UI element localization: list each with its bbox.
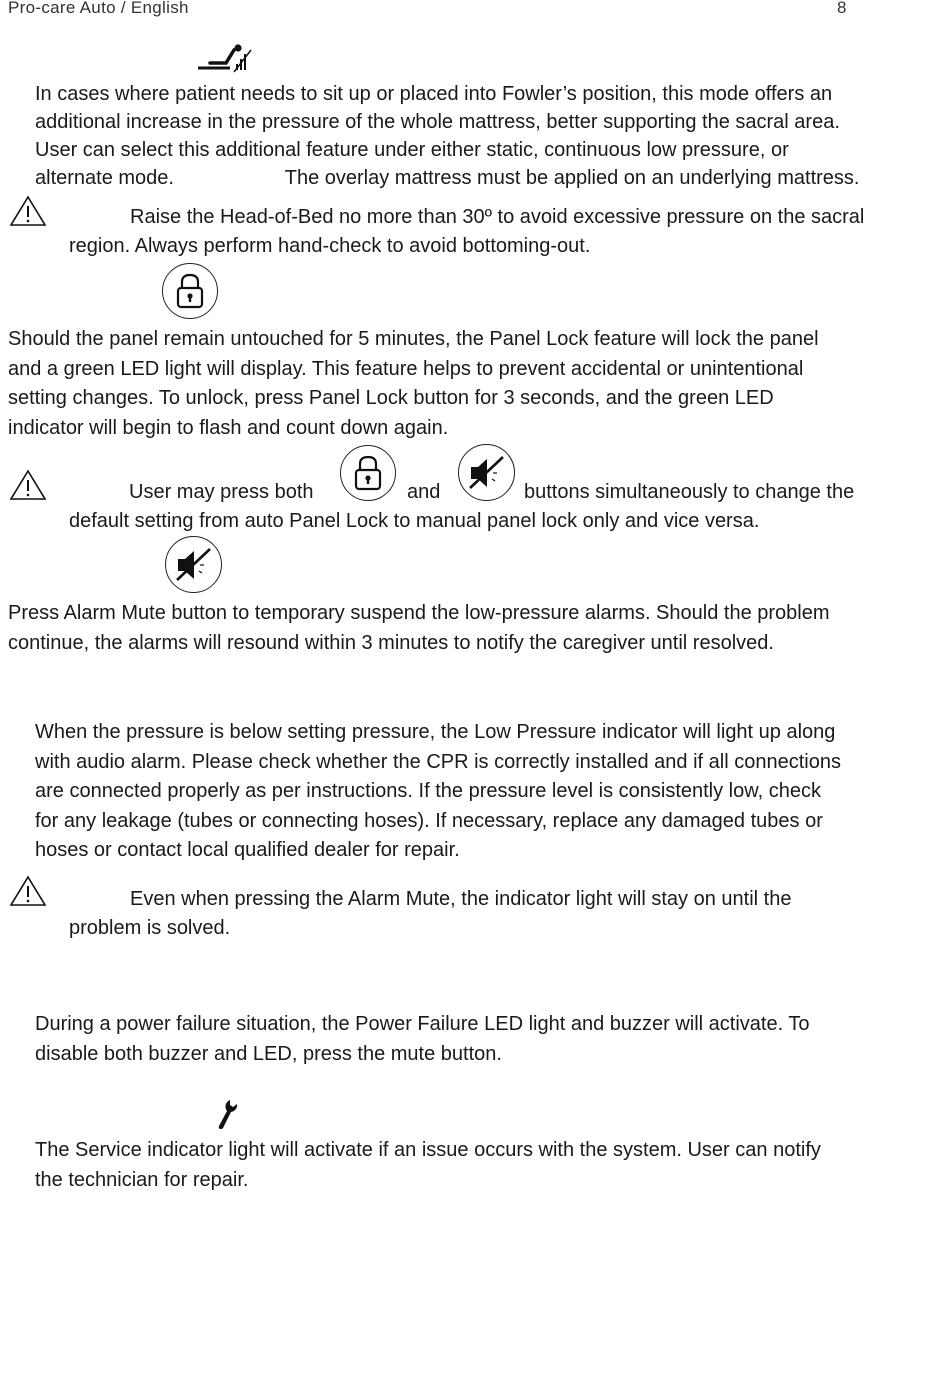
overlay-note: The overlay mattress must be applied on an underlying mattress. [284,167,860,189]
panel-lock-warning-b: buttons simultaneously to change the [524,481,855,503]
low-pressure-paragraph [35,718,947,866]
panel-lock-warning-line-2: default setting from auto Panel Lock to manual panel lock only and vice versa. [69,510,760,532]
panel-lock-paragraph [8,325,948,443]
low-pressure-line-5: hoses or contact local qualified dealer for repair. [35,839,460,861]
page-number: 8 [837,0,847,17]
fowler-line-2: additional increase in the pressure of the whole mattress, better supporting the sacral area. [35,111,840,133]
low-pressure-warning-line-1: Even when pressing the Alarm Mute, the indicator light will stay on until the [130,888,792,910]
mute-speaker-icon [165,536,222,593]
panel-lock-line-1: Should the panel remain untouched for 5 minutes, the Panel Lock feature will lock the panel [8,328,819,350]
service-line-2: the technician for repair. [35,1168,249,1191]
fowler-line-3: User can select this additional feature under either static, continuous low pressure, or [35,139,789,161]
alarm-mute-paragraph [8,599,948,658]
alarm-mute-line-1: Press Alarm Mute button to temporary suspend the low-pressure alarms. Should the problem [8,602,830,624]
fowler-warning-line-1: Raise the Head-of-Bed no more than 30º to avoid excessive pressure on the sacral [130,206,865,228]
panel-lock-line-2: and a green LED light will display. This feature helps to prevent accidental or unintentional [8,357,804,380]
power-failure-line-2: disable both buzzer and LED, press the mute button. [35,1042,502,1065]
fowler-line-4 [35,164,945,192]
document-title: Pro-care Auto / English [8,0,189,17]
panel-lock-warning-a: User may press both [129,481,314,503]
fowler-warning-line-2: region. Always perform hand-check to avoid bottoming-out. [69,235,591,257]
low-pressure-line-3: are connected properly as per instructions. If the pressure level is consistently low, check [35,780,821,802]
warning-triangle-icon [8,874,48,908]
low-pressure-line-1: When the pressure is below setting pressure, the Low Pressure indicator will light up along [35,721,836,743]
panel-lock-warning-and: and [407,481,441,503]
alarm-mute-line-2: continue, the alarms will resound within 3 minutes to notify the caregiver until resolved. [8,631,774,654]
power-failure-paragraph [35,1010,947,1069]
padlock-icon [162,263,218,319]
fowler-line-4a: alternate mode. [35,167,174,189]
fowler-paragraph [35,80,945,192]
padlock-icon [340,445,396,501]
warning-triangle-icon [8,468,48,502]
low-pressure-warning-line-2: problem is solved. [69,917,231,939]
fowler-position-icon [196,42,254,74]
service-paragraph [35,1136,947,1195]
service-line-1: The Service indicator light will activate if an issue occurs with the system. User can notify [35,1139,821,1161]
low-pressure-line-4: for any leakage (tubes or connecting hoses). If necessary, replace any damaged tubes or [35,809,823,832]
power-failure-line-1: During a power failure situation, the Power Failure LED light and buzzer will activate. To [35,1013,810,1035]
fowler-line-1: In cases where patient needs to sit up or placed into Fowler’s position, this mode offers an [35,83,833,105]
panel-lock-line-4: indicator will begin to flash and count down again. [8,416,449,439]
warning-triangle-icon [8,194,48,228]
panel-lock-line-3: setting changes. To unlock, press Panel Lock button for 3 seconds, and the green LED [8,387,774,409]
mute-speaker-icon [458,444,515,501]
low-pressure-line-2: with audio alarm. Please check whether the CPR is correctly installed and if all connections [35,750,841,773]
wrench-icon [215,1098,241,1130]
